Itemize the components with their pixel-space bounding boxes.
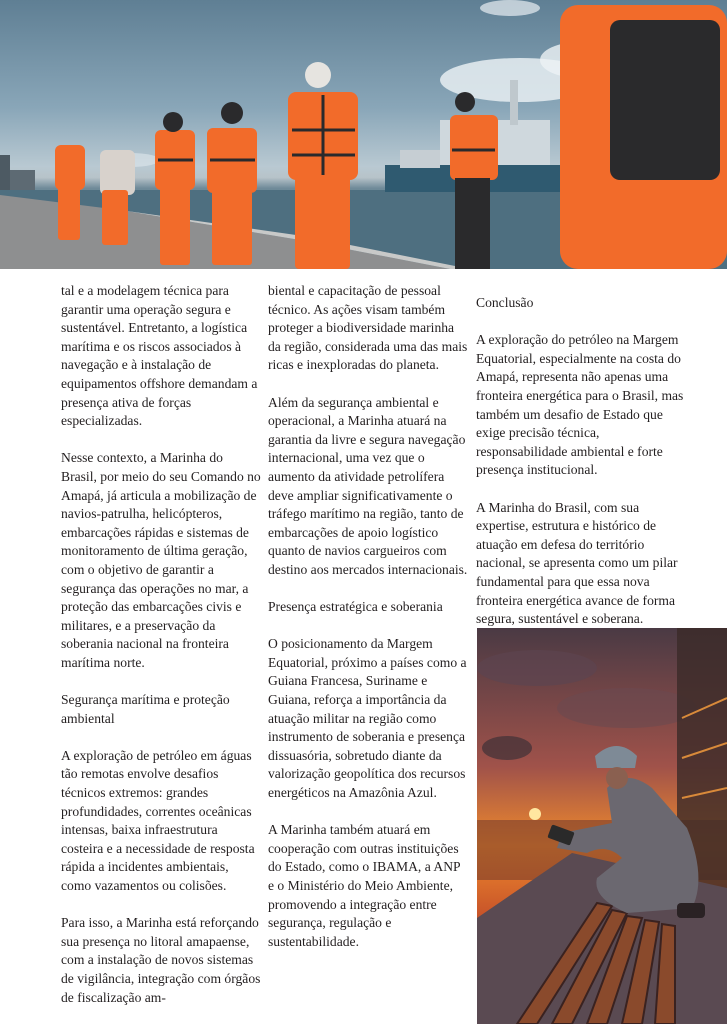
paragraph: O posicionamento da Margem Equatorial, próximo a países como a Guiana Francesa, Suriname e Guiana, reforça a importância da atuação militar na região como instrumento de soberania e presença dissuasória, sobretudo diante da valorização geopolítica dos recursos energéticos na Amazônia Azul. bbox=[268, 636, 467, 801]
paragraph: Para isso, a Marinha está reforçando sua presença no litoral amapaense, com a instalação de novos sistemas de vigilância, integração com órgãos de fiscalização am- bbox=[61, 915, 261, 1005]
paragraph: A Marinha também atuará em cooperação com outras instituições do Estado, como o IBAMA, a ANP e o Ministério do Meio Ambiente, promovendo a integração entre segurança, regulação e sustentabilidade. bbox=[268, 822, 461, 949]
paragraph: A exploração do petróleo na Margem Equatorial, especialmente na costa do Amapá, representa não apenas uma fronteira energética para o Brasil, mas também um desafio de Estado que exige precisão técnica, responsabilidade ambiental e forte presença institucional. bbox=[476, 332, 684, 478]
hero-photo bbox=[0, 0, 727, 269]
text-column-2 bbox=[268, 282, 468, 970]
text-column-1 bbox=[61, 282, 261, 1026]
section-heading: Conclusão bbox=[476, 295, 534, 310]
paragraph: Além da segurança ambiental e operacional, a Marinha atuará na garantia da livre e segura navegação internacional, uma vez que o aumento da atividade petrolífera deve ampliar significativamente o tráfego marítimo na região, tanto de embarcações de apoio logístico quanto de navios cargueiros com destino aos mercados internacionais. bbox=[268, 394, 468, 577]
paragraph: A Marinha do Brasil, com sua expertise, estrutura e histórico de atuação em defesa do território nacional, se apresenta como um pilar fundamental para que essa nova fronteira energética avance de forma segura, sustentável e soberana. bbox=[476, 499, 678, 627]
offshore-worker-photo bbox=[477, 628, 727, 1024]
paragraph: tal e a modelagem técnica para garantir uma operação segura e sustentável. Entretanto, a logística marítima e os riscos associados à navegação e à instalação de equipamentos offshore demandam a presença ativa de forças especializadas. bbox=[61, 283, 258, 429]
paragraph: Nesse contexto, a Marinha do Brasil, por meio do seu Comando no Amapá, já articula a mobilização de navios-patrulha, helicópteros, embarcações rápidas e sistemas de monitoramento de última geração, com o objetivo de garantir a segurança das operações no mar, a proteção das embarcações civis e militares, e a preservação da soberania nacional na fronteira marítima norte. bbox=[61, 450, 261, 670]
photo-offshore-worker-sunset-icon bbox=[477, 628, 727, 1024]
paragraph: biental e capacitação de pessoal técnico. As ações visam também proteger a biodiversidade marinha da região, considerada uma das mais ricas e inexploradas do planeta. bbox=[268, 283, 468, 373]
paragraph: A exploração de petróleo em águas tão remotas envolve desafios técnicos extremos: grandes profundidades, correntes oceânicas intensas, baixa infraestrutura costeira e a necessidade de resposta rápida a incidentes ambientais, como vazamentos ou colisões. bbox=[61, 747, 255, 893]
text-column-3 bbox=[476, 294, 686, 647]
photo-workers-life-vests-harbor-icon bbox=[0, 0, 727, 269]
section-heading: Presença estratégica e soberania bbox=[268, 599, 443, 615]
section-heading: Segurança marítima e proteção ambiental bbox=[61, 692, 230, 726]
